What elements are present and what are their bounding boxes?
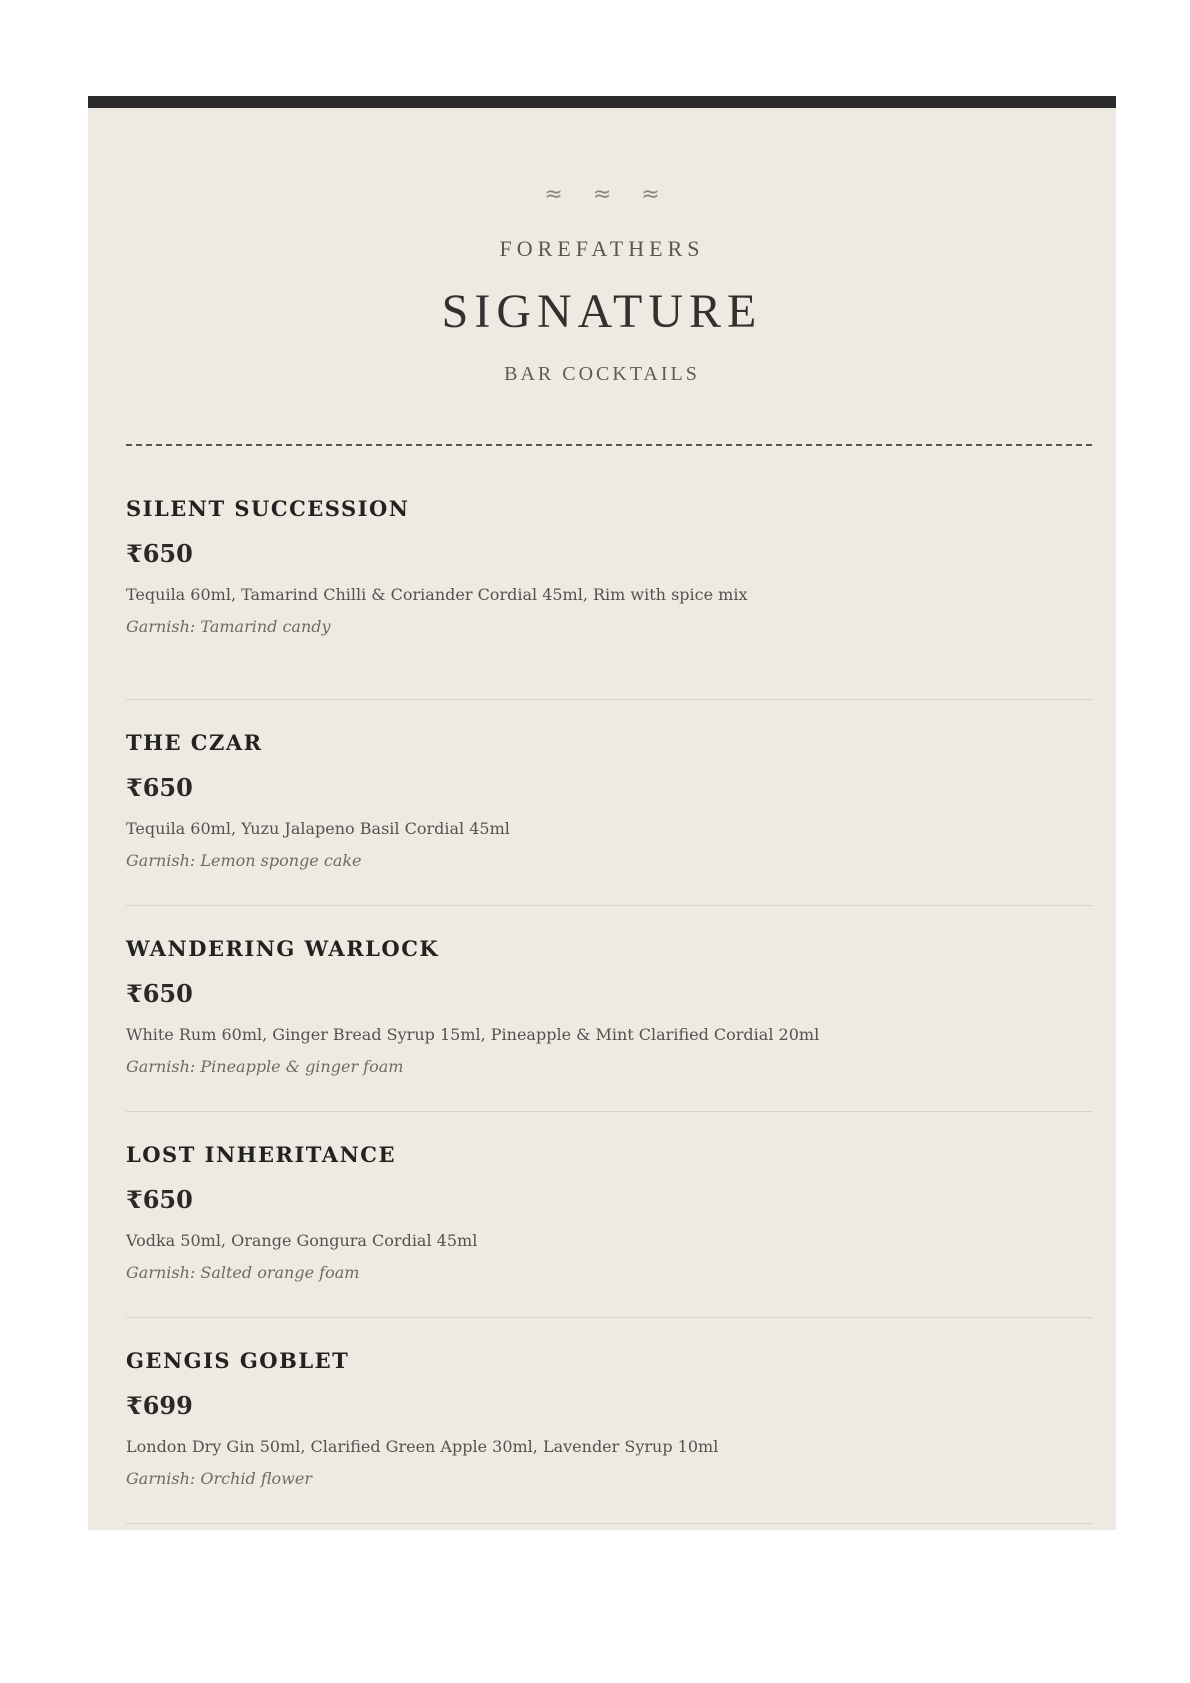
item-garnish: Garnish: Orchid flower <box>126 1469 312 1488</box>
wave-ornament-icon: ≈≈≈ <box>544 182 690 207</box>
menu-item <box>126 700 1092 906</box>
menu-item <box>126 1112 1092 1318</box>
item-price: ₹650 <box>126 1185 193 1214</box>
item-name: WANDERING WARLOCK <box>126 936 440 961</box>
menu-header <box>88 180 1116 388</box>
item-garnish: Garnish: Pineapple & ginger foam <box>126 1057 404 1076</box>
menu-item <box>126 906 1092 1112</box>
item-name: SILENT SUCCESSION <box>126 496 410 521</box>
item-name: GENGIS GOBLET <box>126 1348 350 1373</box>
item-price: ₹650 <box>126 539 193 568</box>
item-name: THE CZAR <box>126 730 263 755</box>
item-ingredients: Tequila 60ml, Tamarind Chilli & Coriander Cordial 45ml, Rim with spice mix <box>126 585 748 604</box>
menu-card <box>88 96 1116 1530</box>
item-ingredients: London Dry Gin 50ml, Clarified Green Apple 30ml, Lavender Syrup 10ml <box>126 1437 719 1456</box>
item-ingredients: Vodka 50ml, Orange Gongura Cordial 45ml <box>126 1231 478 1250</box>
dashed-divider <box>126 444 1092 446</box>
cocktail-list <box>126 494 1092 1524</box>
item-price: ₹650 <box>126 979 193 1008</box>
item-price: ₹699 <box>126 1391 193 1420</box>
item-ingredients: Tequila 60ml, Yuzu Jalapeno Basil Cordial 45ml <box>126 819 510 838</box>
item-garnish: Garnish: Salted orange foam <box>126 1263 360 1282</box>
item-ingredients: White Rum 60ml, Ginger Bread Syrup 15ml, Pineapple & Mint Clarified Cordial 20ml <box>126 1025 820 1044</box>
menu-subtitle: BAR COCKTAILS <box>504 363 700 385</box>
item-garnish: Garnish: Tamarind candy <box>126 617 331 636</box>
menu-item <box>126 494 1092 700</box>
menu-item <box>126 1318 1092 1524</box>
brand-name: FOREFATHERS <box>499 236 705 261</box>
item-price: ₹650 <box>126 773 193 802</box>
item-garnish: Garnish: Lemon sponge cake <box>126 851 362 870</box>
item-name: LOST INHERITANCE <box>126 1142 396 1167</box>
menu-title: SIGNATURE <box>441 285 763 338</box>
